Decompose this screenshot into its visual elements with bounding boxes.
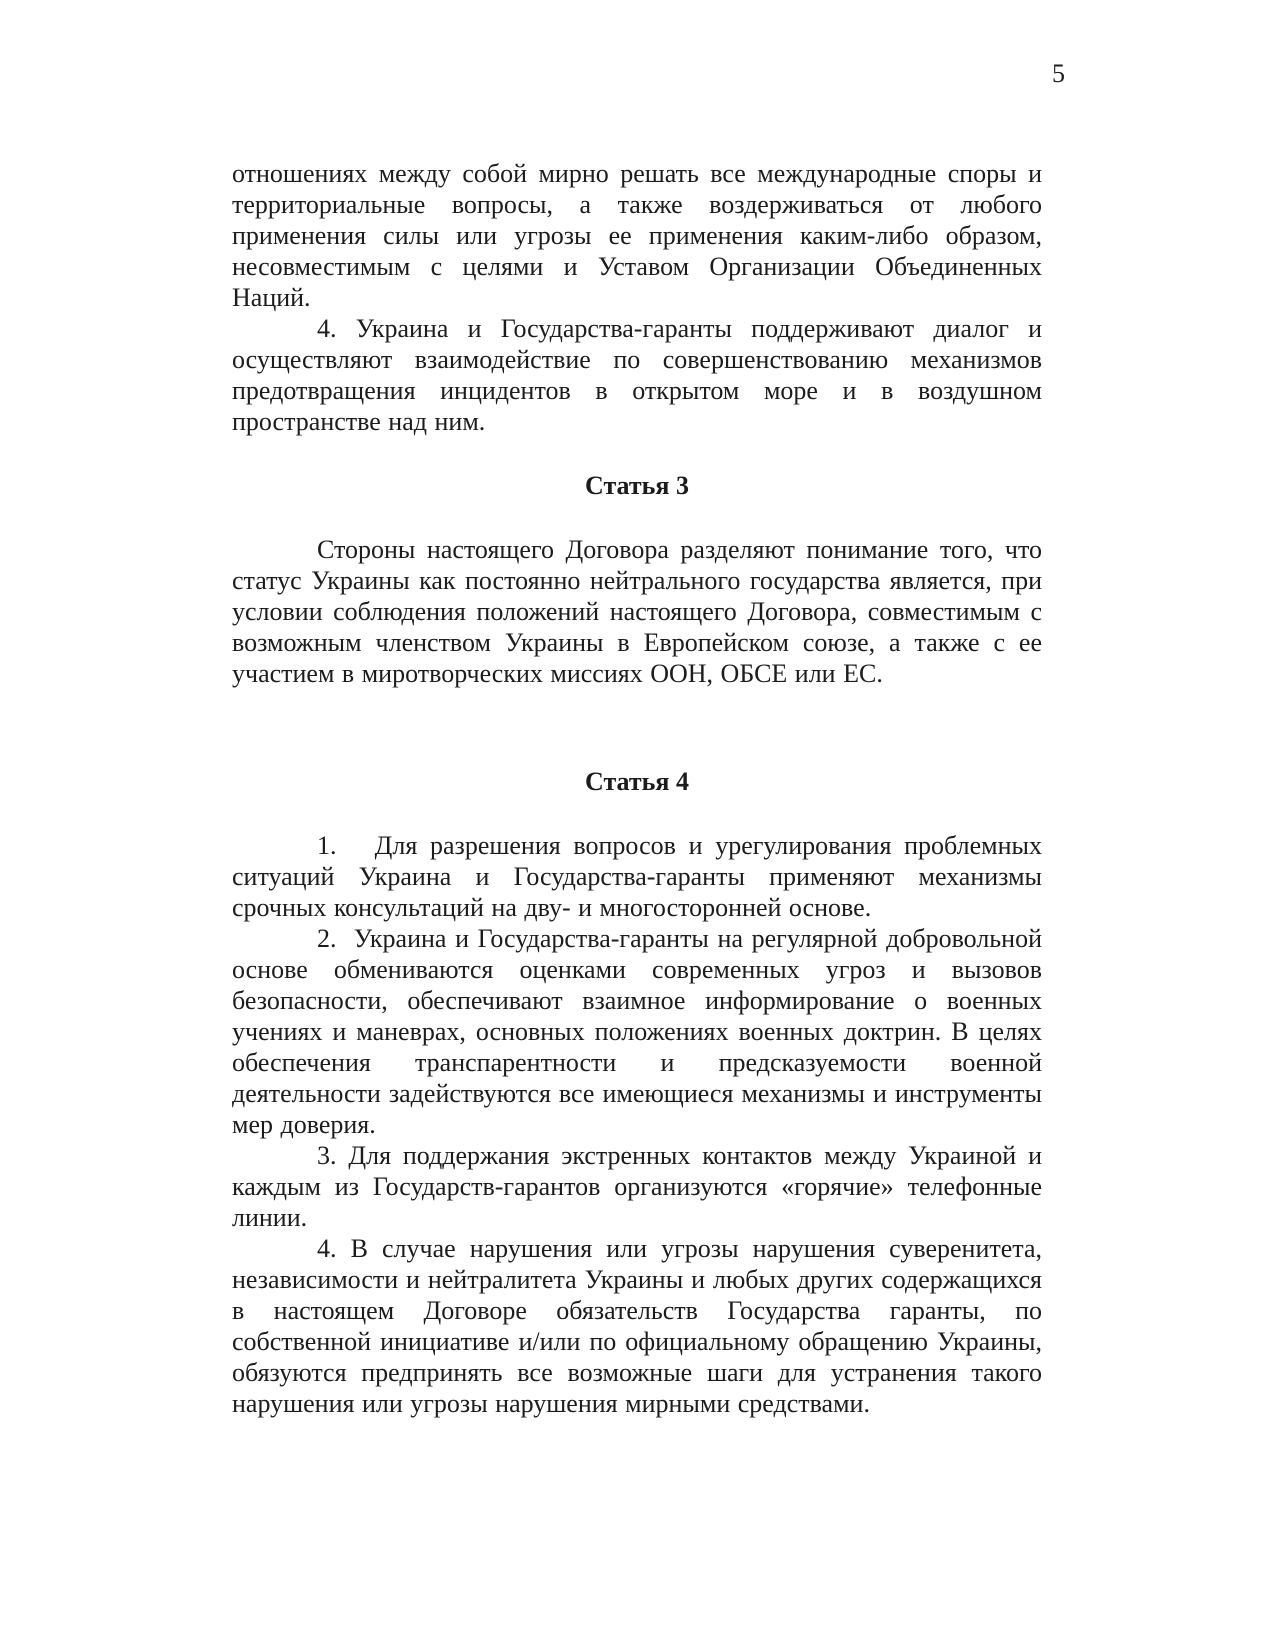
paragraph-article-4-point-3: 3. Для поддержания экстренных контактов между Украиной и каждым из Государств-гарантов организуются «горячие» телефонные линии. [232,1141,1042,1232]
paragraph-continuation-article-2: отношениях между собой мирно решать все международные споры и территориальные вопросы, а также воздерживаться от любого применения силы или угрозы ее применения каким-либо образом, несовместимым с целями и Уставом Организации Объединенных Наций. [232,159,1042,312]
paragraph-article-4-point-2: 2. Украина и Государства-гаранты на регулярной добровольной основе обмениваются оценками современных угроз и вызовов безопасности, обеспечивают взаимное информирование о военных учениях и маневрах, основных положениях военных доктрин. В целях обеспечения транспарентности и предсказуемости военной деятельности задействуются все имеющиеся механизмы и инструменты мер доверия. [232,924,1042,1139]
paragraph-article-4-point-4: 4. В случае нарушения или угрозы нарушения суверенитета, независимости и нейтралитета Украины и любых других содержащихся в настоящем Договоре обязательств Государства гаранты, по собственной инициативе и/или по официальному обращению Украины, обязуются предпринять все возможные шаги для устранения такого нарушения или угрозы нарушения мирными средствами. [232,1234,1042,1418]
document-content [232,158,1042,1419]
paragraph-article-2-point-4: 4. Украина и Государства-гаранты поддерживают диалог и осуществляют взаимодействие по совершенствованию механизмов предотвращения инцидентов в открытом море и в воздушном пространстве над ним. [232,314,1042,436]
paragraph-article-4-point-1: 1. Для разрешения вопросов и урегулирования проблемных ситуаций Украина и Государства-гаранты применяют механизмы срочных консультаций на дву- и многосторонней основе. [232,831,1042,922]
page-number: 5 [1052,59,1065,88]
article-3-heading: Статья 3 [585,471,689,500]
paragraph-article-3: Стороны настоящего Договора разделяют понимание того, что статус Украины как постоянно нейтрального государства является, при условии соблюдения положений настоящего Договора, совместимым с возможным членством Украины в Европейском союзе, а также с ее участием в миротворческих миссиях ООН, ОБСЕ или ЕС. [232,535,1042,688]
article-4-heading: Статья 4 [585,767,689,796]
